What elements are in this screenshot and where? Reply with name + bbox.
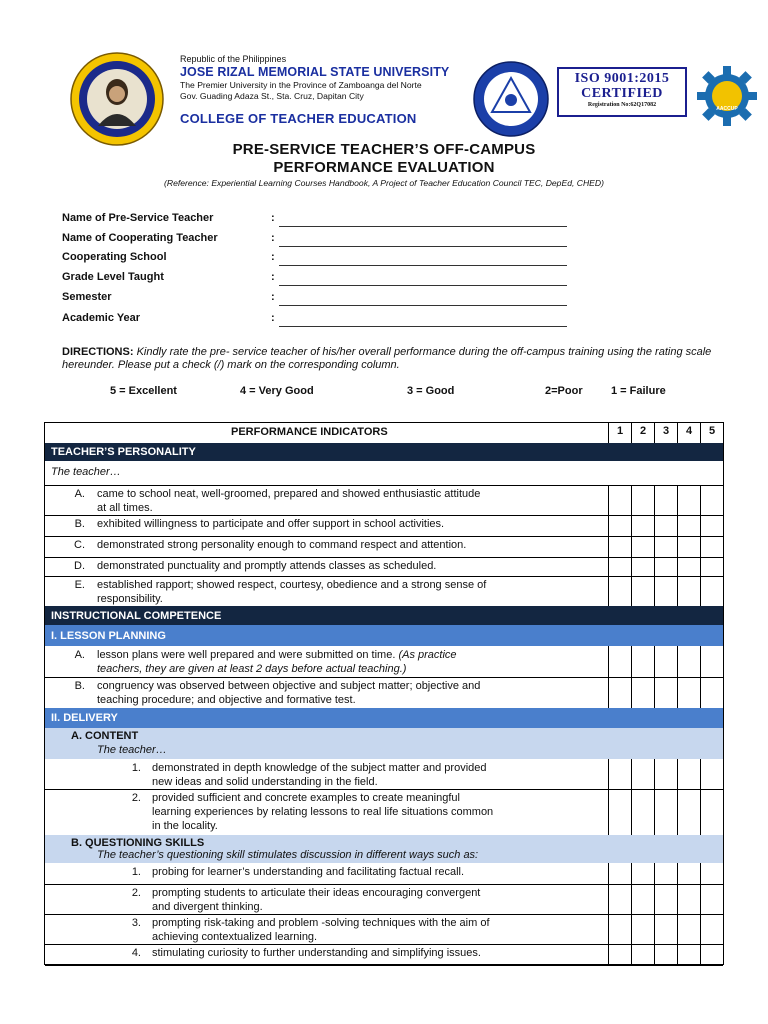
rating-cell-5[interactable] [701,914,723,944]
item-number: 2. [131,792,141,804]
grid-line [677,423,678,443]
rating-cell-2[interactable] [632,944,654,965]
item-text-line: and divergent thinking. [152,901,263,913]
section-instructional-competence-label: INSTRUCTIONAL COMPETENCE [51,610,222,622]
item-text-line: provided sufficient and concrete examples to create meaningful [152,792,460,804]
rating-cell-1[interactable] [609,485,631,515]
rating-cell-2[interactable] [632,485,654,515]
lp-a-italic-1: (As practice [398,649,457,661]
cte-logo [472,60,550,138]
item-text-line: demonstrated in depth knowledge of the subject matter and provided [152,762,487,774]
rating-cell-2[interactable] [632,515,654,536]
subsection-questioning-skills-intro: The teacher’s questioning skill stimulates discussion in different ways such as: [97,849,479,861]
university-seal [70,52,164,146]
item-number: 2. [131,887,141,899]
rating-cell-2[interactable] [632,576,654,606]
rating-cell-2[interactable] [632,914,654,944]
rating-cell-3[interactable] [655,515,677,536]
item-text-line: in the locality. [152,820,218,832]
item-text-line: prompting risk-taking and problem -solving techniques with the aim of [152,917,490,929]
scale-good: 3 = Good [407,385,455,397]
rating-cell-1[interactable] [609,536,631,557]
rating-cell-4[interactable] [678,863,700,884]
rating-cell-4[interactable] [678,759,700,789]
scale-failure: 1 = Failure [611,385,666,397]
lp-a-italic-2: teachers, they are given at least 2 days before actual teaching.) [97,663,407,675]
rating-cell-5[interactable] [701,863,723,884]
section-delivery [45,708,723,728]
field-input-line[interactable] [279,293,567,306]
subsection-content-intro: The teacher… [97,744,167,756]
rating-cell-5[interactable] [701,536,723,557]
rating-cell-3[interactable] [655,789,677,835]
form-title-line2: PERFORMANCE EVALUATION [273,159,495,176]
field-colon: : [271,291,275,303]
item-text-line: prompting students to articulate their ideas encouraging convergent [152,887,481,899]
rating-cell-1[interactable] [609,944,631,965]
item-letter: A. [74,488,85,500]
rating-cell-1[interactable] [609,557,631,576]
rating-cell-2[interactable] [632,759,654,789]
rating-cell-3[interactable] [655,557,677,576]
rating-cell-3[interactable] [655,536,677,557]
rating-cell-4[interactable] [678,677,700,708]
field-colon: : [271,312,275,324]
rating-cell-4[interactable] [678,485,700,515]
rating-cell-2[interactable] [632,646,654,677]
republic-text: Republic of the Philippines [180,54,287,64]
rating-cell-3[interactable] [655,914,677,944]
field-label: Grade Level Taught [62,271,164,283]
item-letter: A. [74,649,85,661]
field-label: Name of Pre-Service Teacher [62,212,214,224]
aaccup-logo [697,66,757,126]
item-text-line: established rapport; showed respect, courtesy, obedience and a strong sense of [97,579,487,591]
subsection-questioning-skills-title: B. QUESTIONING SKILLS [71,837,205,849]
rating-cell-3[interactable] [655,944,677,965]
item-text-line: at all times. [97,502,153,514]
college-name: COLLEGE OF TEACHER EDUCATION [180,111,417,126]
rating-cell-1[interactable] [609,789,631,835]
field-input-line[interactable] [279,253,567,266]
item-letter: D. [74,560,85,572]
field-label: Academic Year [62,312,141,324]
rating-cell-2[interactable] [632,557,654,576]
rating-cell-1[interactable] [609,759,631,789]
score-col-3: 3 [662,425,670,437]
scale-very-good: 4 = Very Good [240,385,314,397]
item-text-line: probing for learner’s understanding and facilitating factual recall. [152,866,465,878]
iso-registration: Registration No:62Q17082 [587,102,657,108]
rating-cell-5[interactable] [701,944,723,965]
rating-cell-4[interactable] [678,884,700,914]
rating-cell-1[interactable] [609,677,631,708]
rating-cell-5[interactable] [701,646,723,677]
rating-cell-4[interactable] [678,646,700,677]
section-teachers-personality [45,443,723,461]
rating-cell-5[interactable] [701,884,723,914]
item-text-line: exhibited willingness to participate and offer support in school activities. [97,518,445,530]
score-col-5: 5 [708,425,716,437]
field-input-line[interactable] [279,234,567,247]
item-number: 3. [131,917,141,929]
performance-table [44,422,724,965]
rating-cell-1[interactable] [609,863,631,884]
rating-cell-3[interactable] [655,576,677,606]
item-letter: C. [74,539,85,551]
rating-cell-5[interactable] [701,557,723,576]
field-label: Semester [62,291,112,303]
subsection-content-title: A. CONTENT [71,730,139,742]
university-tagline: The Premier University in the Province of Zamboanga del Norte [180,80,422,90]
rating-cell-1[interactable] [609,515,631,536]
field-colon: : [271,251,275,263]
item-text-line: demonstrated strong personality enough to command respect and attention. [97,539,467,551]
rating-cell-3[interactable] [655,884,677,914]
score-col-1: 1 [616,425,624,437]
iso-title: ISO 9001:2015 [574,71,670,86]
score-col-2: 2 [639,425,647,437]
rating-cell-3[interactable] [655,646,677,677]
section-lesson-planning [45,625,723,646]
iso-certified: CERTIFIED [581,86,663,101]
personality-intro-text: The teacher… [51,466,121,478]
item-letter: B. [74,680,85,692]
item-text-line: achieving contextualized learning. [152,931,318,943]
rating-cell-5[interactable] [701,759,723,789]
rating-cell-5[interactable] [701,789,723,835]
item-number: 1. [131,866,141,878]
field-colon: : [271,212,275,224]
rating-cell-1[interactable] [609,646,631,677]
directions-text: Kindly rate the pre- service teacher of his/her overall performance during the off-campus training using the rating scale hereunder. Please put a check (/) mark on the corresponding column. [62,346,712,371]
aaccup-text: AACCUP [716,106,738,112]
university-name: JOSE RIZAL MEMORIAL STATE UNIVERSITY [180,65,450,79]
item-text-line: learning experiences by relating lessons to real life situations common [152,806,494,818]
item-text-line: new ideas and solid understanding in the field. [152,776,378,788]
rating-cell-5[interactable] [701,515,723,536]
section-delivery-label: II. DELIVERY [51,712,118,724]
rating-cell-5[interactable] [701,677,723,708]
field-label: Cooperating School [62,251,167,263]
field-input-line[interactable] [279,214,567,227]
table-header-indicators: PERFORMANCE INDICATORS [231,426,388,438]
field-colon: : [271,232,275,244]
field-input-line[interactable] [279,273,567,286]
rating-cell-4[interactable] [678,515,700,536]
item-letter: B. [74,518,85,530]
rating-cell-1[interactable] [609,914,631,944]
item-text-line: congruency was observed between objective and subject matter; objective and [97,680,481,692]
rating-cell-1[interactable] [609,576,631,606]
subsection-questioning-skills [45,835,723,863]
item-text-line: teaching procedure; and objective and formative test. [97,694,356,706]
grid-line [700,423,701,443]
rating-cell-4[interactable] [678,536,700,557]
rating-cell-2[interactable] [632,884,654,914]
iso-badge [557,67,687,117]
item-text-line: stimulating curiosity to further understanding and simplifying issues. [152,947,481,959]
grid-line [608,423,609,443]
rating-cell-2[interactable] [632,863,654,884]
field-input-line[interactable] [279,314,567,327]
grid-line [45,965,723,966]
reference-note: (Reference: Experiential Learning Courses Handbook, A Project of Teacher Education Council TEC, DepEd, CHED) [164,178,604,188]
rating-cell-2[interactable] [632,677,654,708]
scale-poor: 2=Poor [545,385,583,397]
rating-cell-5[interactable] [701,485,723,515]
personality-intro [45,461,723,485]
rating-cell-2[interactable] [632,789,654,835]
rating-cell-2[interactable] [632,536,654,557]
item-text-line: demonstrated punctuality and promptly attends classes as scheduled. [97,560,437,572]
rating-cell-3[interactable] [655,759,677,789]
rating-cell-4[interactable] [678,789,700,835]
item-number: 1. [131,762,141,774]
score-col-4: 4 [685,425,693,437]
directions [62,346,722,372]
rating-cell-1[interactable] [609,884,631,914]
lp-a-normal: lesson plans were well prepared and were submitted on time. [97,649,396,661]
university-address: Gov. Guading Adaza St., Sta. Cruz, Dapitan City [180,90,364,101]
field-colon: : [271,271,275,283]
scale-excellent: 5 = Excellent [110,385,177,397]
rating-cell-4[interactable] [678,557,700,576]
rating-cell-3[interactable] [655,677,677,708]
header-text-block [180,54,480,126]
grid-line [654,423,655,443]
rating-cell-4[interactable] [678,914,700,944]
rating-cell-4[interactable] [678,944,700,965]
section-lesson-planning-label: I. LESSON PLANNING [51,630,166,642]
item-text-line: came to school neat, well-groomed, prepared and showed enthusiastic attitude [97,488,481,500]
subsection-content [45,728,723,759]
section-teachers-personality-label: TEACHER’S PERSONALITY [51,446,196,458]
form-title-line1: PRE-SERVICE TEACHER’S OFF-CAMPUS [232,141,536,158]
rating-cell-3[interactable] [655,485,677,515]
rating-cell-3[interactable] [655,863,677,884]
item-text-line: responsibility. [97,593,163,605]
directions-label: DIRECTIONS: [62,346,134,358]
rating-cell-4[interactable] [678,576,700,606]
grid-line [631,423,632,443]
item-letter: E. [74,579,85,591]
item-text-line [97,648,457,662]
rating-cell-5[interactable] [701,576,723,606]
field-label: Name of Cooperating Teacher [62,232,218,244]
item-number: 4. [131,947,141,959]
section-instructional-competence [45,606,723,625]
